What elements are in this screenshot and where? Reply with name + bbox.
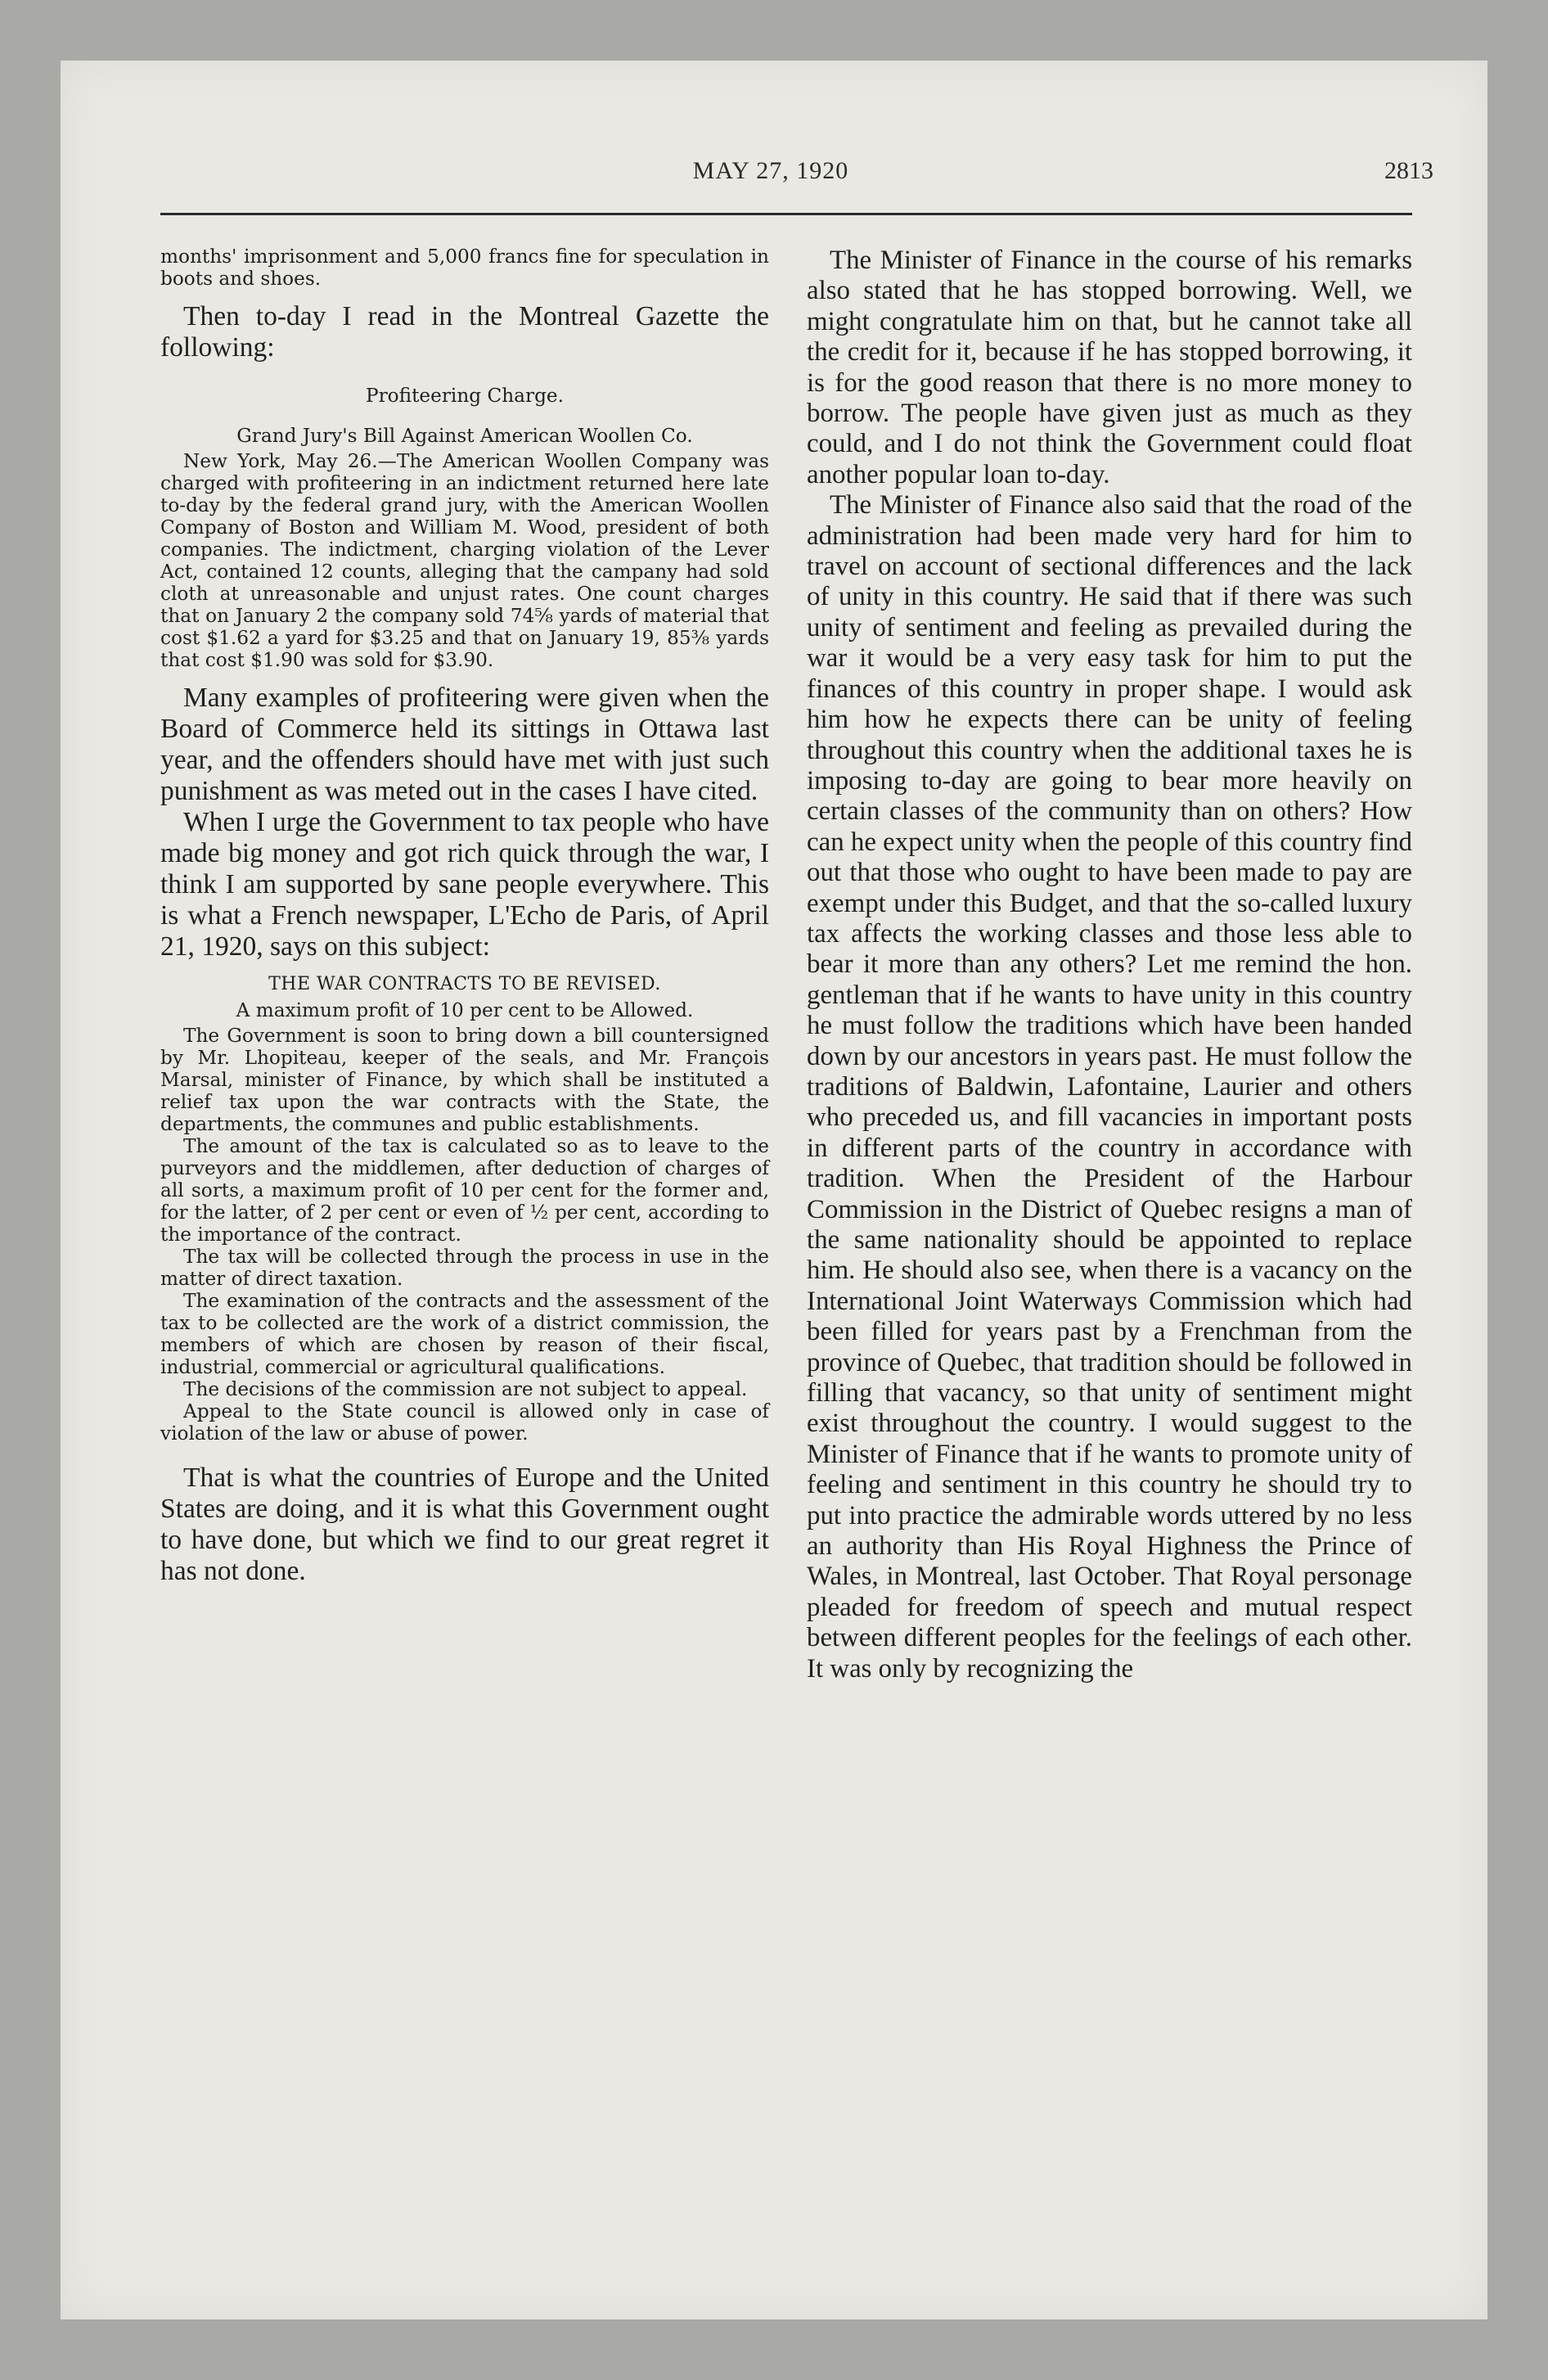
quote2-paragraph: Appeal to the State council is allowed only in case of violation of the law or abuse of power. — [160, 1400, 769, 1445]
quote2-paragraph: The Government is soon to bring down a bill countersigned by Mr. Lhopiteau, keeper of the seals, and Mr. François Marsal, minister of Finance, by which shall be instituted a relief tax upon the war contracts with the State, the departments, the communes and public establishments. — [160, 1025, 769, 1135]
paragraph-when-i-urge: When I urge the Government to tax people who have made big money and got rich quick through the war, I think I am supported by sane people everywhere. This is what a French newspaper, L'Echo de Paris, of April 21, 1920, says on this subject: — [160, 807, 769, 962]
quote2-paragraph: The tax will be collected through the process in use in the matter of direct taxation. — [160, 1246, 769, 1290]
quote2-paragraph: The examination of the contracts and the assessment of the tax to be collected are the work of a district commission, the members of which are chosen by reason of their fiscal, industrial, commercial or agricultural qualifications. — [160, 1290, 769, 1378]
paragraph-many-examples: Many examples of profiteering were given when the Board of Commerce held its sittings in Ottawa last year, and the offenders should have met with just such punishment as was meted out in the cases I have cited. — [160, 683, 769, 806]
paragraph-minister-unity: The Minister of Finance also said that the road of the administration had been made very hard for him to travel on account of sectional differences and the lack of unity in this country. He said that if there was such unity of sentiment and feeling as prevailed during the war it would be a very easy task for him to put the finances of this country in proper shape. I would ask him how he expects there can be unity of feeling throughout this country when the additional taxes he is imposing to-day are going to bear more heavily on certain classes of the community than on others? How can he expect unity when the people of this country find out that those who ought to have been made to pay are exempt under this Budget, and that the so-called luxury tax affects the working classes and those less able to bear it more than any others? Let me remind the hon. gentleman that if he wants to have unity in this country he must follow the traditions which have been handed down by our ancestors in years past. He must follow the traditions of Baldwin, Lafontaine, Laurier and others who preceded us, and fill vacancies in important posts in different parts of the country in accordance with tradition. When the President of the Harbour Commission in the District of Quebec resigns a man of the same nationality should be appointed to replace him. He should also see, when there is a vacancy on the International Joint Waterways Commission which had been filled for years past by a Frenchman from the province of Quebec, that tradition should be followed in filling that vacancy, so that unity of sentiment might exist throughout the country. I would suggest to the Minister of Finance that if he wants to promote unity of feeling and sentiment in this country he should try to put into practice the admirable words uttered by no less an authority than His Royal Highness the Prince of Wales, in Montreal, last October. That Royal personage pleaded for freedom of speech and mutual respect between different peoples for the feelings of each other. It was only by recognizing the — [807, 490, 1412, 1684]
paragraph-that-is-what: That is what the countries of Europe and the United States are doing, and it is what this Government ought to have done, but which we find to our great regret it has not done. — [160, 1463, 769, 1586]
paragraph-then: Then to-day I read in the Montreal Gazette the following: — [160, 301, 769, 363]
header-rule — [160, 213, 1412, 215]
quote2-paragraph: The amount of the tax is calculated so as to leave to the purveyors and the middlemen, after deduction of charges of all sorts, a maximum profit of 10 per cent for the former and, for the latter, of 2 per cent or even of ½ per cent, according to the importance of the contract. — [160, 1135, 769, 1246]
page-header — [108, 157, 1433, 190]
quote2-title: THE WAR CONTRACTS TO BE REVISED. — [268, 974, 661, 994]
quote1-subtitle: Grand Jury's Bill Against American Woollen Co. — [236, 425, 693, 447]
header-date: MAY 27, 1920 — [692, 157, 849, 184]
quote2-paragraph: The decisions of the commission are not subject to appeal. — [183, 1378, 748, 1400]
page-number: 2813 — [1384, 157, 1433, 184]
quote1-title: Profiteering Charge. — [365, 385, 565, 407]
right-column — [807, 246, 1412, 1684]
left-column — [160, 246, 769, 1587]
paragraph-minister-borrowing: The Minister of Finance in the course of his remarks also stated that he has stopped borrowing. Well, we might congratulate him on that, but he cannot take all the credit for it, because if he has stopped borrowing, it is for the good reason that there is no more money to borrow. The people have given just as much as they could, and I do not think the Government could float another popular loan to-day. — [807, 246, 1412, 489]
quote1-body: New York, May 26.—The American Woollen Company was charged with profiteering in an indictment returned here late to-day by the federal grand jury, with the American Woollen Company of Boston and William M. Wood, president of both companies. The indictment, charging violation of the Lever Act, contained 12 counts, alleging that the campany had sold cloth at unreasonable and unjust rates. One count charges that on January 2 the company sold 74⅝ yards of material that cost $1.62 a yard for $3.25 and that on January 19, 85⅜ yards that cost $1.90 was sold for $3.90. — [160, 450, 769, 671]
quote2-subtitle: A maximum profit of 10 per cent to be Allowed. — [236, 999, 694, 1021]
paragraph-intro: months' imprisonment and 5,000 francs fine for speculation in boots and shoes. — [160, 246, 769, 290]
